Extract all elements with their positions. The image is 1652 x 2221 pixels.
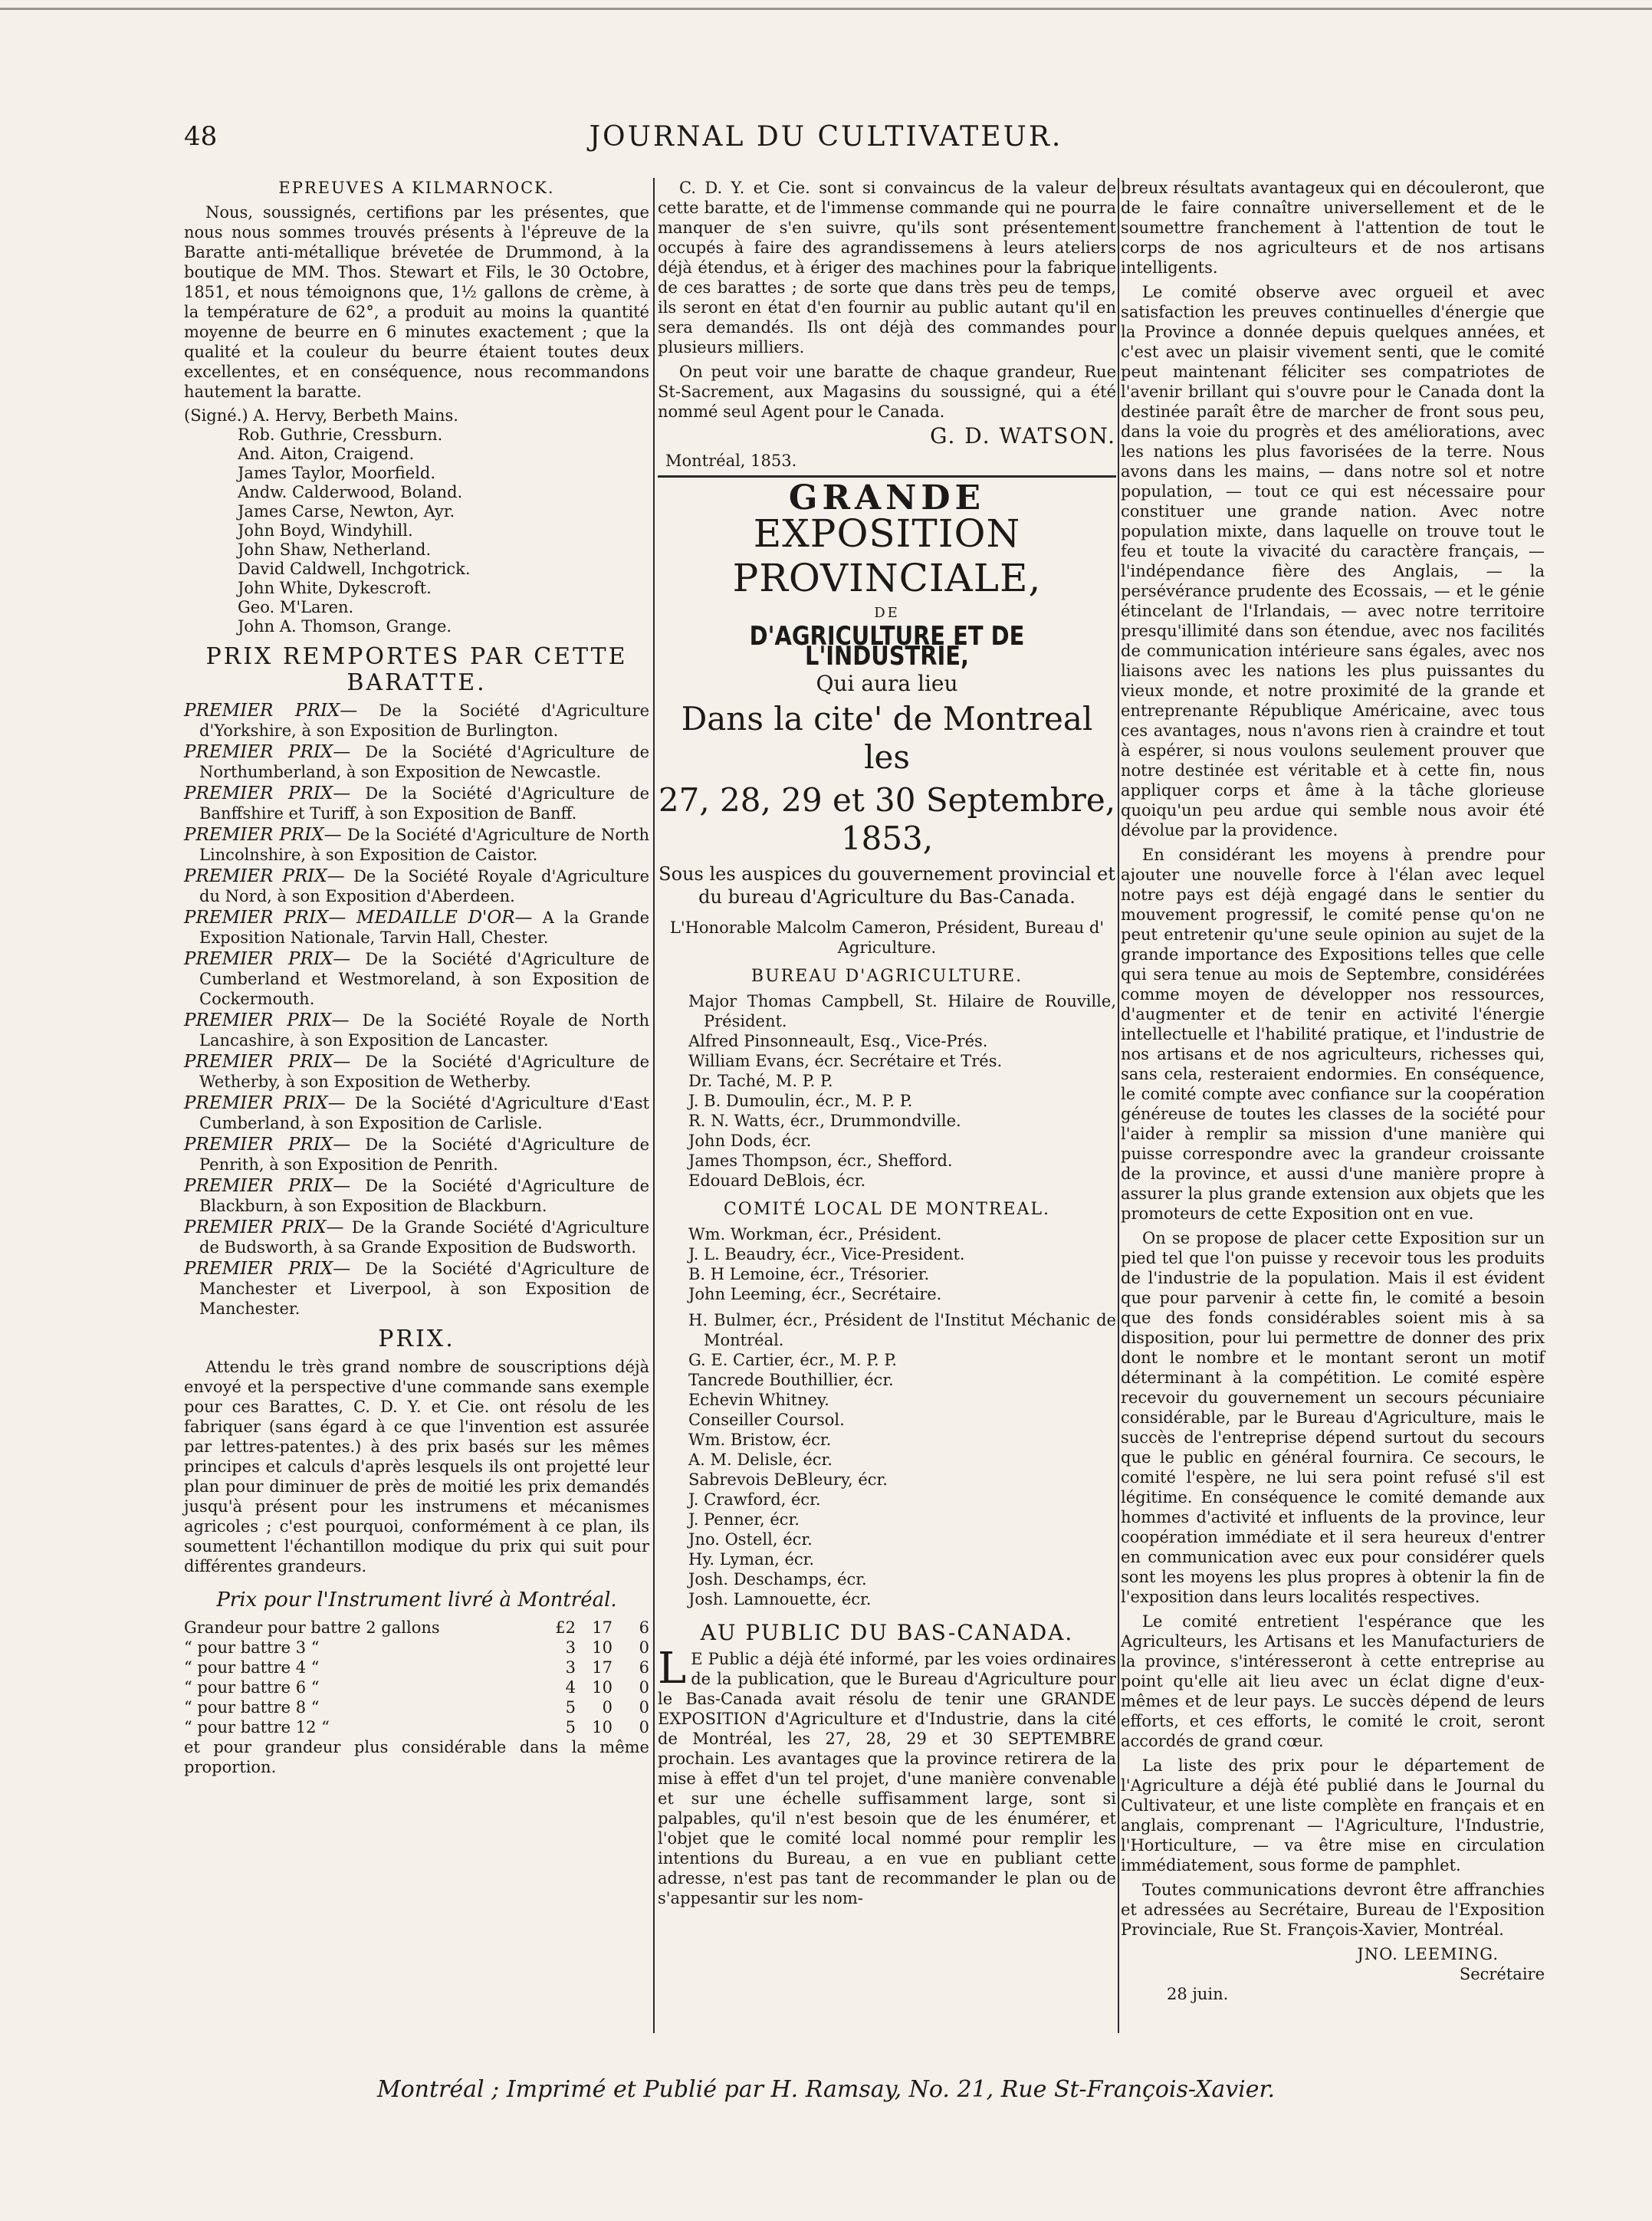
prize-text: De la Société d'Agriculture de Northumberland, à son Exposition de Newcastle. bbox=[199, 743, 649, 781]
committee-member: J. Penner, écr. bbox=[688, 1510, 800, 1529]
address-p1: breux résultats avantageux qui en découleront, que de le faire connaître universellement et de le soumettre franchement à l'attention de tout le corps de nos agriculteurs et de nos artisans intelligents. bbox=[1121, 179, 1545, 277]
signatory bbox=[238, 483, 649, 502]
prize-label: PREMIER PRIX— bbox=[184, 701, 358, 721]
public-body: E Public a déjà été informé, par les voies ordinaires de la publication, que le Bureau d'Agriculture pour le Bas-Canada avait résolu de tenir une GRANDE EXPOSITION d'Agriculture et d'Industrie, dans la cité de Montréal, les 27, 28, 29 et 30 SEPTEMBRE prochain. Les avantages que la province retirera de la mise à effet d'un tel projet, d'une manière convenable et sur une échelle suffisamment large, sont si palpables, qu'il n'est besoin que de les énumérer, et l'objet que le comité local nommé pour remplir les intentions du Bureau, a en vue en publiant cette adresse, n'est pas tant de recommander le plan ou de s'appesantir sur les nom- bbox=[658, 1650, 1116, 1907]
signatory bbox=[238, 540, 649, 560]
signatory bbox=[238, 521, 649, 540]
price-shillings: 17 bbox=[592, 1658, 613, 1677]
signatory-name: A. Hervy, Berbeth Mains. bbox=[253, 406, 458, 425]
signatory-name: And. Aiton, Craigend. bbox=[238, 445, 415, 463]
prize-label: PREMIER PRIX— bbox=[184, 784, 351, 803]
expo-where: Dans la cite' de Montreal les bbox=[681, 700, 1093, 776]
column-3 bbox=[1121, 178, 1545, 2004]
address-p2: Le comité observe avec orgueil et avec satisfaction les preuves continuelles d'énergie que la Province a donnée depuis quelques années, et c'est avec un plaisir vivement senti, que le comité peut maintenant féliciter ses compatriotes de l'avenir brillant qui s'ouvre pour le Canada dont la destinée paraît être de marcher de front sous peu, dans la voie du progrès et des améliorations, avec les nations les plus favorisées de la terre. Nous avons dans les mains, — dans notre sol et notre population, — tout ce qui est nécessaire pour constituer une grande nation. Avec notre population mixte, dans laquelle on trouve tout le feu et toute la vivacité du caractère français, — l'indépendance fière des Anglais, — la persévérance prudente des Ecossais, — et le génie étincelant de l'Irlandais, — avec notre territoire presqu'illimité dans son étendue, avec nos facilités de communication intérieure sans égales, avec nos liaisons avec les nations les plus puissantes du vieux monde, et notre proximité de la grande et entreprenante République Américaine, avec tous ces avantages, nous n'avons rien à craindre et tout à espérer, si nous voulons seulement prouver que notre destinée est véritable et à cette fin, nous appliquer corps et âme à la tâche glorieuse quoiqu'un peu ardue qui semble nous avoir été dévolue par la providence. bbox=[1121, 283, 1545, 839]
comite-member: J. L. Beaudry, écr., Vice-President. bbox=[688, 1245, 965, 1263]
price-footer: et pour grandeur plus considérable dans la même proportion. bbox=[184, 1738, 649, 1776]
signatory bbox=[238, 598, 649, 617]
prize-entry bbox=[184, 701, 649, 741]
prize-label: PREMIER PRIX— bbox=[184, 1010, 350, 1030]
price-shillings: 0 bbox=[602, 1698, 613, 1717]
price-row bbox=[184, 1638, 649, 1658]
bureau-member: J. B. Dumoulin, écr., M. P. P. bbox=[688, 1092, 913, 1110]
committee-member: Hy. Lyman, écr. bbox=[688, 1550, 815, 1569]
address-p7: Toutes communications devront être affranchies et adressées au Secrétaire, Bureau de l'Exposition Provinciale, Rue St. François-Xavier, Montréal. bbox=[1121, 1881, 1545, 1939]
bureau-member: Edouard DeBlois, écr. bbox=[688, 1171, 866, 1190]
bureau-member: Dr. Taché, M. P. P. bbox=[688, 1072, 833, 1090]
prize-label: PREMIER PRIX— bbox=[184, 1135, 351, 1155]
signatory-name: John Shaw, Netherland. bbox=[238, 540, 432, 559]
committee-member: Sabrevois DeBleury, écr. bbox=[688, 1470, 888, 1489]
price-pence: 0 bbox=[639, 1638, 649, 1657]
comite-member: John Leeming, écr., Secrétaire. bbox=[688, 1285, 942, 1303]
watson-place-date: Montréal, 1853. bbox=[665, 452, 797, 470]
prix-text: Attendu le très grand nombre de souscriptions déjà envoyé et la perspective d'une commande sans exemple pour ces Barattes, C. D. Y. et Cie. ont résolu de les fabriquer (sans égard à ce que l'invention est assurée par lettres-patentes.) à des prix basés sur les mêmes principes et calculs d'après lesquels ils ont projetté leur plan pour diminuer de près de moitié les prix demandés jusqu'à présent pour les instrumens et mécanismes agricoles ; c'est pourquoi, conformément à ce plan, ils soumettent l'échantillon modique du prix qui suit pour différentes grandeurs. bbox=[184, 1358, 649, 1575]
bureau-member: Major Thomas Campbell, St. Hilaire de Rouville, Président. bbox=[688, 992, 1116, 1030]
expo-qui: Qui aura lieu bbox=[816, 671, 958, 696]
committee-member: Tancrede Bouthillier, écr. bbox=[688, 1371, 894, 1389]
column-rule-2 bbox=[1118, 178, 1119, 2033]
price-heading: Prix pour l'Instrument livré à Montréal. bbox=[216, 1589, 617, 1612]
page-number: 48 bbox=[184, 121, 218, 152]
signatory-name: John White, Dykescroft. bbox=[238, 579, 432, 597]
prix-heading: PRIX. bbox=[378, 1326, 455, 1352]
bureau-member: John Dods, écr. bbox=[688, 1132, 812, 1150]
prize-entry bbox=[184, 949, 649, 1009]
prize-text: De la Société d'Agriculture de Wetherby, à son Exposition de Wetherby. bbox=[199, 1053, 649, 1091]
prize-entry bbox=[184, 1217, 649, 1257]
price-item: “ pour battre 3 “ bbox=[184, 1638, 320, 1657]
price-row bbox=[184, 1677, 649, 1697]
prizes-list bbox=[184, 701, 649, 1319]
prize-label: PREMIER PRIX— bbox=[184, 1093, 346, 1113]
signatory bbox=[238, 425, 649, 445]
prize-label: PREMIER PRIX— bbox=[184, 1176, 351, 1196]
prize-text: De la Société Royale de North Lancashire, à son Exposition de Lancaster. bbox=[199, 1011, 649, 1050]
prize-entry bbox=[184, 1176, 649, 1216]
price-item: “ pour battre 6 “ bbox=[184, 1678, 320, 1697]
price-pence: 6 bbox=[639, 1618, 649, 1637]
price-shillings: 17 bbox=[592, 1618, 613, 1637]
prize-text: De la Société d'Agriculture d'Yorkshire, à son Exposition de Burlington. bbox=[199, 701, 649, 740]
comite-member: B. H Lemoine, écr., Trésorier. bbox=[688, 1265, 930, 1283]
price-shillings: 10 bbox=[592, 1678, 613, 1697]
price-pounds: 4 bbox=[565, 1678, 576, 1697]
prize-text: De la Société d'Agriculture de Manchester et Liverpool, à son Exposition de Manchester. bbox=[199, 1260, 649, 1318]
bureau-member: William Evans, écr. Secrétaire et Trés. bbox=[688, 1052, 1003, 1070]
members-list bbox=[658, 1310, 1116, 1609]
committee-member: Josh. Lamnouette, écr. bbox=[688, 1590, 872, 1608]
price-row bbox=[184, 1697, 649, 1717]
price-item: “ pour battre 12 “ bbox=[184, 1718, 330, 1736]
leeming-signer: JNO. LEEMING. bbox=[1357, 1945, 1499, 1963]
signatory bbox=[238, 579, 649, 598]
address-p5: Le comité entretient l'espérance que les Agriculteurs, les Artisans et les Manufacturiers de la province, s'intéresseront à cette entreprise au point qu'elle ait lieu avec un éclat digne d'eux-mêmes et de leur pays. Le succès dépend de leurs efforts, et ces efforts, le comité le croit, seront accordés de grand cœur. bbox=[1121, 1612, 1545, 1750]
price-pence: 0 bbox=[639, 1678, 649, 1697]
price-item: Grandeur pour battre 2 gallons bbox=[184, 1618, 440, 1637]
committee-member: Wm. Bristow, écr. bbox=[688, 1431, 832, 1449]
prize-text: De la Société d'Agriculture de Cumberland et Westmoreland, à son Exposition de Cockermouth. bbox=[199, 950, 649, 1008]
signatories-list bbox=[184, 406, 649, 636]
bureau-member: R. N. Watts, écr., Drummondville. bbox=[688, 1112, 961, 1130]
bureau-list bbox=[658, 991, 1116, 1191]
committee-member: G. E. Cartier, écr., M. P. P. bbox=[688, 1351, 897, 1369]
prize-text: De la Société d'Agriculture de Penrith, à son Exposition de Penrith. bbox=[199, 1135, 649, 1174]
signatory bbox=[238, 502, 649, 521]
signed-label: (Signé.) bbox=[184, 406, 248, 425]
watson-signer: G. D. WATSON. bbox=[930, 423, 1116, 448]
price-pounds: 3 bbox=[565, 1638, 576, 1657]
committee-member: Echevin Whitney. bbox=[688, 1391, 829, 1409]
committee-member: Jno. Ostell, écr. bbox=[688, 1530, 813, 1549]
prize-text: De la Société Royale d'Agriculture du Nord, à son Exposition d'Aberdeen. bbox=[199, 867, 650, 905]
prize-entry bbox=[184, 866, 649, 906]
price-row bbox=[184, 1618, 649, 1638]
prize-label: PREMIER PRIX— bbox=[184, 949, 351, 969]
price-pounds: 3 bbox=[565, 1658, 576, 1677]
signatory-name: John Boyd, Windyhill. bbox=[238, 521, 413, 540]
price-pence: 0 bbox=[639, 1718, 649, 1736]
price-table bbox=[184, 1618, 649, 1737]
prize-entry bbox=[184, 1259, 649, 1319]
prize-entry bbox=[184, 825, 649, 865]
running-title: JOURNAL DU CULTIVATEUR. bbox=[589, 121, 1063, 153]
prize-label: PREMIER PRIX— bbox=[184, 1259, 351, 1279]
prize-text: De la Grande Société d'Agriculture de Budsworth, à sa Grande Exposition de Budsworth. bbox=[199, 1218, 650, 1257]
expo-auspices: Sous les auspices du gouvernement provincial et du bureau d'Agriculture du Bas-Canada. bbox=[659, 863, 1115, 908]
expo-dates: 27, 28, 29 et 30 Septembre, 1853, bbox=[658, 781, 1116, 857]
prize-label: PREMIER PRIX— bbox=[184, 1052, 351, 1072]
prize-entry bbox=[184, 742, 649, 782]
bureau-heading: BUREAU D'AGRICULTURE. bbox=[750, 967, 1023, 986]
price-pence: 6 bbox=[639, 1658, 649, 1677]
prize-text: De la Société d'Agriculture de Banffshire et Turiff, à son Exposition de Banff. bbox=[199, 784, 649, 823]
bureau-member: James Thompson, écr., Shefford. bbox=[688, 1152, 953, 1170]
committee-member: Conseiller Coursol. bbox=[688, 1411, 845, 1429]
prize-text: De la Société d'Agriculture de North Lincolnshire, à son Exposition de Caistor. bbox=[199, 826, 649, 864]
price-shillings: 10 bbox=[592, 1718, 613, 1736]
top-edge-line bbox=[0, 8, 1652, 10]
kilmarnock-intro: Nous, soussignés, certifions par les présentes, que nous nous sommes trouvés présents à l'épreuve de la Baratte anti-métallique brévetée de Drummond, à la boutique de MM. Thos. Stewart et Fils, le 30 Octobre, 1851, et nous témoignons que, 1½ gallons de crème, à la température de 62°, a produit au moins la quantité moyenne de beurre en 6 minutes exactement ; que la qualité et la couleur du beurre étaient toutes deux excellentes, et en conséquence, nous recommandons hautement la baratte. bbox=[184, 203, 649, 401]
prize-label: PREMIER PRIX— bbox=[184, 866, 345, 886]
price-pounds: 5 bbox=[565, 1698, 576, 1717]
expo-title: EXPOSITION PROVINCIALE, bbox=[732, 511, 1042, 600]
signatory-name: Geo. M'Laren. bbox=[238, 598, 354, 616]
committee-member: H. Bulmer, écr., Président de l'Institut Méchanic de Montréal. bbox=[688, 1311, 1116, 1349]
prize-label: PREMIER PRIX— MEDAILLE D'OR— bbox=[184, 908, 533, 928]
signatory bbox=[238, 464, 649, 483]
kilmarnock-heading: EPREUVES A KILMARNOCK. bbox=[278, 179, 555, 197]
column-1 bbox=[184, 178, 649, 1782]
prize-label: PREMIER PRIX— bbox=[184, 825, 342, 845]
signatory-name: John A. Thomson, Grange. bbox=[238, 617, 452, 636]
signatory-name: James Carse, Newton, Ayr. bbox=[238, 502, 455, 521]
prize-entry bbox=[184, 1135, 649, 1175]
public-heading: AU PUBLIC DU BAS-CANADA. bbox=[700, 1620, 1074, 1645]
signatory bbox=[238, 445, 649, 464]
comite-list bbox=[658, 1224, 1116, 1304]
signatory-name: James Taylor, Moorfield. bbox=[238, 464, 436, 482]
address-p4: On se propose de placer cette Exposition sur un pied tel que l'on puisse y recevoir tous les produits de l'industrie de la population. Mais il est évident que pour parvenir à cette fin, le comité a besoin que des fonds considérables soient mis à sa disposition, pour lui permettre de donner des prix dont le nombre et le montant seront un motif déterminant à la compétition. Le comité espère recevoir du gouvernement un secours pécuniaire considérable, par le Bureau d'Agriculture, mais le succès de l'entreprise dépend surtout du secours que le public en général fournira. Ce secours, le comité l'espère, ne lui sera point refusé s'il est légitime. En conséquence le comité demande aux hommes d'activité et influents de la province, leur coopération immédiate et il sera heureux d'entrer en communication avec eux pour considérer quels sont les moyens les plus propres à obtenir la fin de l'exposition dans leurs localités respectives. bbox=[1121, 1229, 1545, 1606]
price-row bbox=[184, 1717, 649, 1737]
watson-text-2: On peut voir une baratte de chaque grandeur, Rue St-Sacrement, aux Magasins du soussigné, qui a été nommé seul Agent pour le Canada. bbox=[658, 363, 1116, 421]
price-row bbox=[184, 1658, 649, 1677]
price-shillings: 10 bbox=[592, 1638, 613, 1657]
column-2 bbox=[658, 178, 1116, 1913]
prize-entry bbox=[184, 784, 649, 823]
signatory-name: David Caldwell, Inchgotrick. bbox=[238, 560, 471, 578]
signatory bbox=[238, 560, 649, 579]
section-rule bbox=[658, 475, 1116, 478]
signatory-name: Andw. Calderwood, Boland. bbox=[238, 483, 463, 501]
prize-label: PREMIER PRIX— bbox=[184, 742, 351, 762]
prize-text: De la Société d'Agriculture de Blackburn, à son Exposition de Blackburn. bbox=[199, 1177, 649, 1215]
imprint-footer: Montréal ; Imprimé et Publié par H. Ramsay, No. 21, Rue St-François-Xavier. bbox=[376, 2076, 1276, 2103]
comite-member: Wm. Workman, écr., Président. bbox=[688, 1225, 942, 1244]
comite-heading: COMITÉ LOCAL DE MONTREAL. bbox=[723, 1200, 1051, 1219]
column-rule-1 bbox=[653, 178, 655, 2033]
address-p6: La liste des prix pour le département de l'Agriculture a déjà été publié dans le Journal du Cultivateur, et une liste complète en français et en anglais, comprenant — l'Agriculture, l'Industrie, l'Horticulture, — va être mise en circulation immédiatement, sous forme de pamphlet. bbox=[1121, 1756, 1545, 1874]
price-pounds: £2 bbox=[555, 1618, 576, 1637]
signatory bbox=[184, 406, 649, 425]
signatory bbox=[238, 617, 649, 636]
prize-entry bbox=[184, 908, 649, 948]
signatory-name: Rob. Guthrie, Cressburn. bbox=[238, 425, 443, 444]
expo-de: DE bbox=[874, 605, 900, 621]
price-pence: 0 bbox=[639, 1698, 649, 1717]
committee-member: Josh. Deschamps, écr. bbox=[688, 1570, 867, 1589]
prize-label: PREMIER PRIX— bbox=[184, 1217, 344, 1237]
address-p3: En considérant les moyens à prendre pour ajouter une nouvelle force à l'élan avec lequel notre pays est déjà engagé dans le sentier du mouvement progressif, le comité pense qu'on ne peut entretenir qu'une seule opinion au sujet de la grande importance des Expositions telles que celle qui sera tenue au mois de Septembre, considérées comme moyen de développer nos ressources, d'augmenter et de tenir en activité l'énergie intellectuelle et l'habilité pratique, et l'industrie de nos artisans et de nos agriculteurs, richesses qui, sans cela, resteraient endormies. En conséquence, le comité compte avec confiance sur la coopération généreuse de toutes les classes de la société pour l'aider à remplir sa mission d'une manière qui puisse correspondre avec la grandeur croissante de la province, et aussi d'une manière propre à assurer la plus grande extension aux objets que les promoteurs de cette Exposition ont en vue. bbox=[1121, 846, 1545, 1223]
dropcap: L bbox=[658, 1644, 687, 1694]
committee-member: J. Crawford, écr. bbox=[688, 1490, 821, 1509]
leeming-title: Secrétaire bbox=[1459, 1965, 1545, 1983]
prize-entry bbox=[184, 1010, 649, 1050]
address-date: 28 juin. bbox=[1167, 1985, 1229, 2003]
committee-member: A. M. Delisle, écr. bbox=[688, 1451, 833, 1469]
price-item: “ pour battre 4 “ bbox=[184, 1658, 320, 1677]
watson-text: C. D. Y. et Cie. sont si convaincus de la valeur de cette baratte, et de l'immense commande qui ne pourra manquer de s'en suivre, qu'ils sont présentement occupés à faire des agrandissemens à leurs ateliers déjà étendus, et à ériger des machines pour la fabrique de ces barattes ; de sorte que dans très peu de temps, ils seront en état d'en fournir au public autant qu'il en sera demandés. Ils ont déjà des commandes pour plusieurs milliers. bbox=[658, 179, 1116, 356]
prize-entry bbox=[184, 1093, 649, 1133]
expo-president: L'Honorable Malcolm Cameron, Président, Bureau d' Agriculture. bbox=[669, 918, 1105, 957]
expo-grande: GRANDE bbox=[788, 478, 986, 517]
prize-text: A la Grande Exposition Nationale, Tarvin Hall, Chester. bbox=[199, 908, 649, 947]
price-item: “ pour battre 8 “ bbox=[184, 1698, 320, 1717]
prizes-heading: PRIX REMPORTES PAR CETTE BARATTE. bbox=[205, 643, 628, 696]
expo-subtitle: D'AGRICULTURE ET DE L'INDUSTRIE, bbox=[749, 621, 1025, 672]
prize-text: De la Société d'Agriculture d'East Cumberland, à son Exposition de Carlisle. bbox=[199, 1094, 649, 1132]
public-text bbox=[658, 1644, 1116, 1908]
prize-entry bbox=[184, 1052, 649, 1092]
price-pounds: 5 bbox=[565, 1718, 576, 1736]
bureau-member: Alfred Pinsonneault, Esq., Vice-Prés. bbox=[688, 1032, 988, 1050]
